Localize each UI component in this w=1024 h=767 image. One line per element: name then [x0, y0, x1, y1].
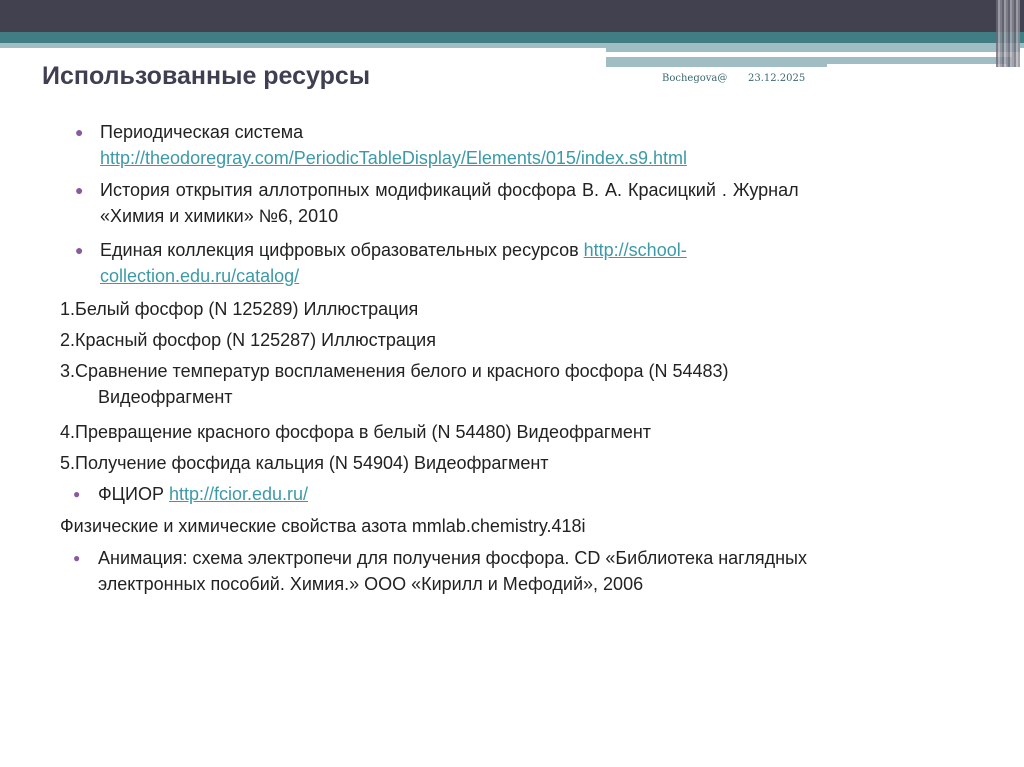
animation-line1: Анимация: схема электропечи для получения фосфора. CD «Библиотека наглядных [98, 548, 807, 568]
resource-3-line1 [100, 239, 687, 261]
header-white-line-2 [827, 64, 1007, 67]
bullet-icon: ● [73, 551, 81, 565]
resource-3-text: Единая коллекция цифровых образовательных ресурсов [100, 240, 584, 260]
bullet-icon: ● [75, 242, 84, 258]
numbered-item-2: 2.Красный фосфор (N 125287) Иллюстрация [60, 330, 436, 350]
resource-1-link[interactable]: http://theodoregray.com/PeriodicTableDisplay/Elements/015/index.s9.html [100, 148, 687, 168]
header-stripes [996, 0, 1020, 67]
bullet-icon: ● [75, 124, 84, 140]
fcior-link[interactable]: http://fcior.edu.ru/ [168, 484, 309, 504]
page-title: Использованные ресурсы [42, 62, 371, 90]
fcior-label: ФЦИОР [98, 484, 169, 504]
resource-3-link-part2[interactable]: collection.edu.ru/catalog/ [100, 266, 300, 286]
resource-3-link-part1[interactable]: http://school- [583, 240, 687, 260]
bullet-icon: ● [73, 487, 81, 501]
numbered-item-1: 1.Белый фосфор (N 125289) Иллюстрация [60, 299, 419, 319]
fcior-line [98, 483, 308, 505]
resource-1-title: Периодическая система [100, 122, 304, 142]
author-footer: Bochegova@ [662, 73, 728, 84]
numbered-item-3: 3.Сравнение температур воспламенения белого и красного фосфора (N 54483) [60, 361, 729, 381]
header-teal-band [0, 32, 1024, 43]
animation-line2: электронных пособий. Химия.» ООО «Кирилл и Мефодий», 2006 [98, 574, 644, 594]
numbered-item-5: 5.Получение фосфида кальция (N 54904) Видеофрагмент [60, 453, 549, 473]
resource-2-line2: «Химия и химики» №6, 2010 [100, 206, 339, 226]
resource-2-line1: История открытия аллотропных модификаций фосфора В. А. Красицкий . Журнал [100, 180, 799, 200]
bullet-icon: ● [75, 182, 84, 198]
azot-line: Физические и химические свойства азота mmlab.chemistry.418i [60, 516, 586, 536]
header-accent-strip [606, 48, 1020, 52]
numbered-item-4: 4.Превращение красного фосфора в белый (N 54480) Видеофрагмент [60, 422, 652, 442]
header-dark-band [0, 0, 1024, 32]
date-footer: 23.12.2025 [748, 73, 806, 84]
numbered-item-3-cont: Видеофрагмент [98, 387, 233, 407]
header-white-line [606, 53, 951, 56]
